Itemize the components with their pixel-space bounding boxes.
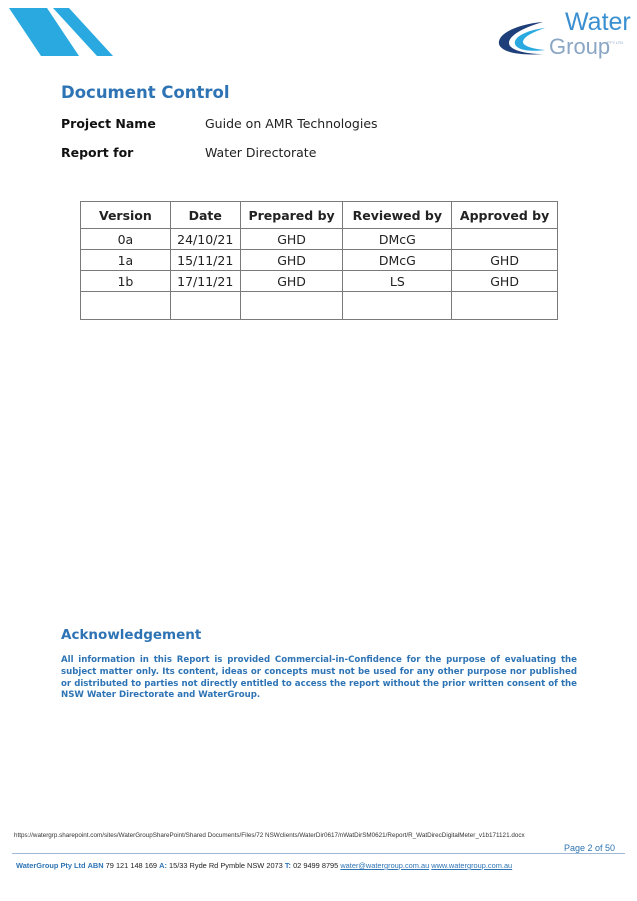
page-number: Page 2 of 50 [563,843,615,853]
footer-phone-label: T: [284,861,291,870]
version-table [80,201,558,320]
table-cell: DMcG [343,229,452,250]
project-name-label: Project Name [61,116,156,131]
table-cell: GHD [452,250,558,271]
table-cell: 1a [81,250,171,271]
table-cell [452,229,558,250]
table-cell [452,292,558,320]
table-cell: GHD [240,271,343,292]
table-cell: GHD [240,229,343,250]
table-cell: GHD [240,250,343,271]
footer-address-label: A: [159,861,167,870]
table-cell: DMcG [343,250,452,271]
table-row [81,229,558,250]
page-title: Document Control [61,83,230,102]
header-date: Date [170,202,240,229]
footer-abn-label: ABN [87,861,104,870]
header-prepared-by: Prepared by [240,202,343,229]
table-cell [81,292,171,320]
table-header-row [81,202,558,229]
header-approved-by: Approved by [452,202,558,229]
logo-word-group: Group [549,34,611,59]
header-reviewed-by: Reviewed by [343,202,452,229]
report-for-value: Water Directorate [205,145,317,160]
footer-contact [16,861,512,870]
logo-word-water: Water [565,8,631,36]
table-cell [343,292,452,320]
project-name-value: Guide on AMR Technologies [205,116,378,131]
footer-email-link[interactable]: water@watergroup.com.au [340,861,430,870]
document-path: https://watergrp.sharepoint.com/sites/WaterGroupSharePoint/Shared Documents/Files/72 NSWclients/WaterDir0617/nWatDirSM0621/Report/R_WatDirecDigitalMeter_v1b171121.docx [14,832,525,839]
table-cell: 1b [81,271,171,292]
table-row [81,271,558,292]
table-row [81,250,558,271]
footer-address: 15/33 Ryde Rd Pymble NSW 2073 [168,861,283,870]
table-row [81,292,558,320]
footer-website-link[interactable]: www.watergroup.com.au [431,861,513,870]
acknowledgement-heading: Acknowledgement [61,627,202,643]
watergroup-logo [495,8,631,64]
table-cell: 17/11/21 [170,271,240,292]
corner-stripes-graphic [9,8,119,56]
table-cell: 24/10/21 [170,229,240,250]
table-cell [170,292,240,320]
report-for-label: Report for [61,145,134,160]
footer-company: WaterGroup Pty Ltd [16,861,86,870]
header-version: Version [81,202,171,229]
table-cell: GHD [452,271,558,292]
table-cell [240,292,343,320]
table-cell: 15/11/21 [170,250,240,271]
table-cell: 0a [81,229,171,250]
footer-phone: 02 9499 8795 [293,861,339,870]
acknowledgement-text: All information in this Report is provided Commercial-in-Confidence for the purpose of evaluating the subject matter only. Its content, ideas or concepts must not be used for any other purpose nor published or distributed to parties not directly entitled to access the report without the prior written consent of the NSW Water Directorate and WaterGroup. [61,655,577,701]
logo-tag: PTY LTD [607,40,624,45]
footer-abn: 79 121 148 169 [105,861,158,870]
footer-divider [12,853,625,854]
table-cell: LS [343,271,452,292]
